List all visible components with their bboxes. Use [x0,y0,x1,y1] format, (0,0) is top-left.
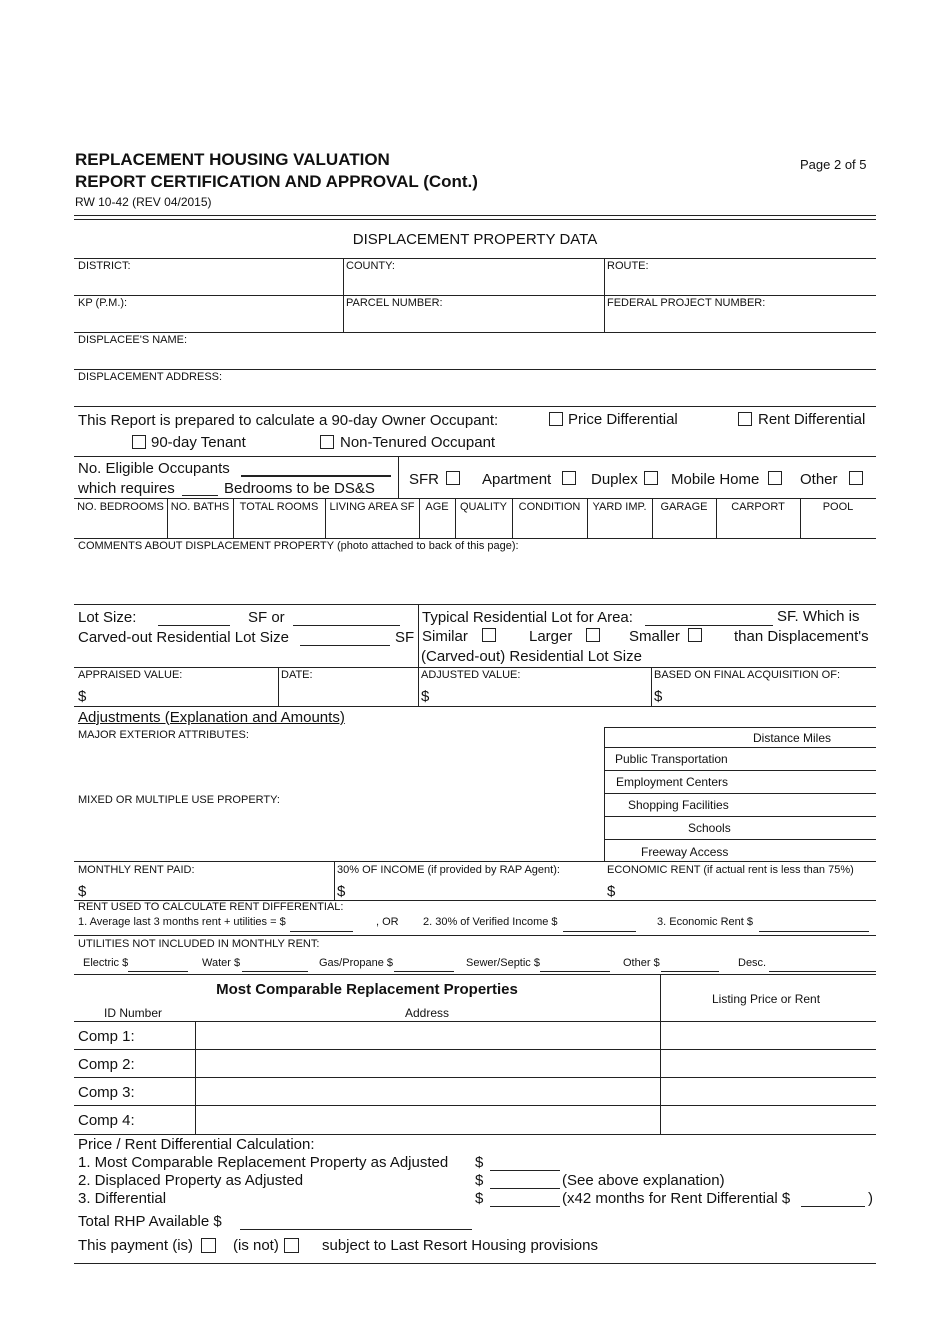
col-quality: QUALITY [459,501,508,513]
payment-is-checkbox[interactable] [201,1238,216,1253]
displacement-address-label: DISPLACEMENT ADDRESS: [78,371,223,383]
kp-label: KP (P.M.): [78,297,128,309]
other-type-checkbox[interactable] [849,471,863,485]
duplex-label: Duplex [591,471,638,488]
comp-1-label: Comp 1: [78,1028,135,1045]
distance-shopping-facilities: Shopping Facilities [628,798,729,812]
larger-label: Larger [529,628,573,645]
desc-label: Desc. [738,957,767,969]
date-label: DATE: [281,669,313,681]
col-carport: CARPORT [731,501,785,513]
eligible-occupants-label: No. Eligible Occupants [78,460,230,477]
distance-miles-header: Distance Miles [753,731,832,745]
sewer-septic-label: Sewer/Septic $ [466,957,540,969]
rent-option-2: 2. 30% of Verified Income $ [423,916,558,928]
sf-or-label: SF or [248,609,285,626]
parcel-number-label: PARCEL NUMBER: [346,297,443,309]
form-number: RW 10-42 (REV 04/2015) [75,195,212,209]
adjusted-dollar: $ [421,688,430,705]
water-label: Water $ [202,957,241,969]
rent-or-label: , OR [376,916,399,928]
electric-label: Electric $ [83,957,129,969]
calc-line-2: 2. Displaced Property as Adjusted [78,1172,304,1189]
based-on-acquisition-label: BASED ON FINAL ACQUISITION OF: [654,669,841,681]
comp-3-label: Comp 3: [78,1084,135,1101]
federal-project-number-label: FEDERAL PROJECT NUMBER: [607,297,766,309]
county-label: COUNTY: [346,260,395,272]
rent-option-1: 1. Average last 3 months rent + utilities = $ [78,916,286,928]
appraised-dollar: $ [78,688,87,705]
page-number: Page 2 of 5 [800,157,867,172]
calc-line-3-dollar: $ [475,1190,484,1207]
total-rhp-label: Total RHP Available $ [78,1213,222,1230]
col-pool: POOL [822,501,854,513]
payment-is-not-label: (is not) [233,1237,279,1254]
income-30-label: 30% OF INCOME (if provided by RAP Agent): [337,864,560,876]
comments-label: COMMENTS ABOUT DISPLACEMENT PROPERTY (photo attached to back of this page): [78,540,519,552]
calc-title: Price / Rent Differential Calculation: [78,1136,315,1153]
rent-differential-label: Rent Differential [758,411,866,428]
listing-price-header: Listing Price or Rent [712,992,821,1006]
section-title: DISPLACEMENT PROPERTY DATA [352,231,598,248]
similar-label: Similar [422,628,468,645]
non-tenured-label: Non-Tenured Occupant [340,434,496,451]
col-garage: GARAGE [660,501,708,513]
payment-is-not-checkbox[interactable] [284,1238,299,1253]
rent-option-3: 3. Economic Rent $ [657,916,753,928]
non-tenured-checkbox[interactable] [320,435,334,449]
income-30-dollar: $ [337,883,346,900]
district-label: DISTRICT: [78,260,131,272]
x42-months-label: (x42 months for Rent Differential $ [562,1190,791,1207]
displacee-name-label: DISPLACEE'S NAME: [78,334,188,346]
distance-schools: Schools [688,821,731,835]
report-purpose-text: This Report is prepared to calculate a 90-day Owner Occupant: [78,412,499,429]
tenant-label: 90-day Tenant [151,434,246,451]
adjusted-value-label: ADJUSTED VALUE: [421,669,521,681]
smaller-label: Smaller [629,628,680,645]
carved-lot-label: Carved-out Residential Lot Size [78,629,289,646]
acquisition-dollar: $ [654,688,663,705]
carved-out-lot-label: (Carved-out) Residential Lot Size [421,648,642,665]
requires-label: which requires [78,480,175,497]
mobile-home-label: Mobile Home [671,471,760,488]
last-resort-housing-label: subject to Last Resort Housing provisions [322,1237,598,1254]
adjustments-title: Adjustments (Explanation and Amounts) [78,709,345,726]
col-yard-imp: YARD IMP. [592,501,647,513]
similar-checkbox[interactable] [482,628,496,642]
comp-2-label: Comp 2: [78,1056,135,1073]
monthly-rent-dollar: $ [78,883,87,900]
distance-public-transportation: Public Transportation [615,752,728,766]
duplex-checkbox[interactable] [644,471,658,485]
economic-rent-dollar: $ [607,883,616,900]
rent-used-label: RENT USED TO CALCULATE RENT DIFFERENTIAL: [78,901,344,913]
apartment-checkbox[interactable] [562,471,576,485]
comp-4-label: Comp 4: [78,1112,135,1129]
mobile-home-checkbox[interactable] [768,471,782,485]
other-utility-label: Other $ [623,957,660,969]
appraised-value-label: APPRAISED VALUE: [78,669,183,681]
calc-line-1: 1. Most Comparable Replacement Property as Adjusted [78,1154,449,1171]
larger-checkbox[interactable] [586,628,600,642]
col-condition: CONDITION [518,501,581,513]
than-displacement-label: than Displacement's [734,628,869,645]
col-age: AGE [425,501,449,513]
col-bedrooms: NO. BEDROOMS [77,501,164,513]
form-title-line1: REPLACEMENT HOUSING VALUATION [75,150,390,169]
form-title-line2: REPORT CERTIFICATION AND APPROVAL (Cont.) [75,172,478,191]
col-baths: NO. BATHS [170,501,230,513]
route-label: ROUTE: [607,260,649,272]
distance-employment-centers: Employment Centers [616,775,729,789]
sf-which-label: SF. Which is [777,608,860,625]
calc-line-3: 3. Differential [78,1190,167,1207]
bedrooms-label: Bedrooms to be DS&S [224,480,375,497]
payment-is-label: This payment (is) [78,1237,194,1254]
address-header: Address [405,1006,450,1020]
typical-lot-label: Typical Residential Lot for Area: [422,609,633,626]
comparables-title: Most Comparable Replacement Properties [216,981,518,998]
col-total-rooms: TOTAL ROOMS [239,501,319,513]
tenant-checkbox[interactable] [132,435,146,449]
price-differential-label: Price Differential [568,411,678,428]
lot-size-label: Lot Size: [78,609,137,626]
gas-propane-label: Gas/Propane $ [319,957,393,969]
price-differential-checkbox[interactable] [549,412,563,426]
rent-differential-checkbox[interactable] [738,412,752,426]
monthly-rent-label: MONTHLY RENT PAID: [78,864,195,876]
see-above-explanation: (See above explanation) [562,1172,725,1189]
other-type-label: Other [800,471,838,488]
mixed-use-label: MIXED OR MULTIPLE USE PROPERTY: [78,794,280,806]
distance-freeway-access: Freeway Access [641,845,729,859]
sfr-label: SFR [409,471,439,488]
calc-line-1-dollar: $ [475,1154,484,1171]
apartment-label: Apartment [482,471,552,488]
utilities-label: UTILITIES NOT INCLUDED IN MONTHLY RENT: [78,938,320,950]
carved-sf-label: SF [395,629,415,646]
calc-line-2-dollar: $ [475,1172,484,1189]
smaller-checkbox[interactable] [688,628,702,642]
x42-close-paren: ) [868,1190,873,1207]
col-living-area: LIVING AREA SF [329,501,415,513]
sfr-checkbox[interactable] [446,471,460,485]
id-number-header: ID Number [104,1006,163,1020]
major-exterior-label: MAJOR EXTERIOR ATTRIBUTES: [78,729,249,741]
economic-rent-label: ECONOMIC RENT (if actual rent is less than 75%) [607,864,854,876]
